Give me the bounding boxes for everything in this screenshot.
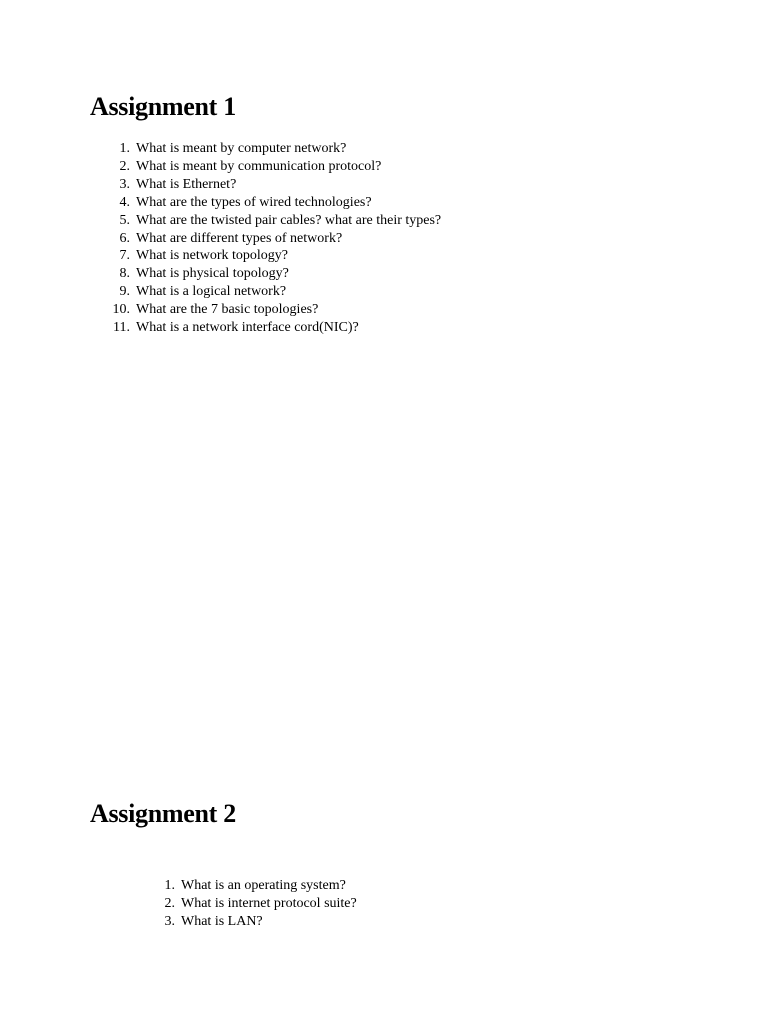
question-text: What is internet protocol suite? <box>181 895 357 911</box>
question-item <box>119 176 441 194</box>
question-item <box>164 895 357 913</box>
question-text: What is an operating system? <box>181 878 346 893</box>
question-number: 8. <box>119 266 130 282</box>
question-number: 11. <box>113 320 130 336</box>
question-number: 10. <box>112 302 130 318</box>
question-text: What is LAN? <box>181 913 263 929</box>
question-text: What is meant by computer network? <box>136 141 347 156</box>
question-number: 7. <box>119 248 130 264</box>
assignment-2-question-list <box>164 877 357 931</box>
question-number: 2. <box>119 158 130 174</box>
question-text: What are different types of network? <box>136 230 343 246</box>
question-number: 6. <box>119 230 130 246</box>
question-item <box>119 158 441 176</box>
assignment-1-title: Assignment 1 <box>90 92 236 121</box>
question-number: 1. <box>119 141 130 156</box>
question-text: What are the types of wired technologies? <box>136 194 372 210</box>
question-item <box>119 140 441 158</box>
question-number: 9. <box>119 284 130 300</box>
question-item <box>119 247 441 265</box>
question-item <box>113 319 441 337</box>
question-item <box>119 230 441 248</box>
question-text: What are the 7 basic topologies? <box>136 302 319 318</box>
question-text: What is physical topology? <box>136 266 289 282</box>
question-item <box>164 913 357 931</box>
question-item <box>119 265 441 283</box>
question-item <box>119 283 441 301</box>
question-text: What is a logical network? <box>136 284 287 300</box>
assignment-2-title: Assignment 2 <box>90 799 236 828</box>
question-item <box>164 877 357 895</box>
question-number: 5. <box>119 212 130 228</box>
question-text: What is Ethernet? <box>136 176 237 192</box>
question-text: What is a network interface cord(NIC)? <box>136 320 359 336</box>
question-number: 3. <box>164 913 175 929</box>
question-item <box>119 194 441 212</box>
question-item <box>112 301 441 319</box>
question-number: 4. <box>119 194 130 210</box>
question-item <box>119 212 442 230</box>
question-text: What is meant by communication protocol? <box>136 158 382 174</box>
question-text: What is network topology? <box>136 248 289 264</box>
question-number: 2. <box>164 895 175 911</box>
question-number: 1. <box>164 878 175 893</box>
assignment-1-question-list <box>112 140 442 337</box>
question-text: What are the twisted pair cables? what are their types? <box>136 212 442 228</box>
question-number: 3. <box>119 176 130 192</box>
